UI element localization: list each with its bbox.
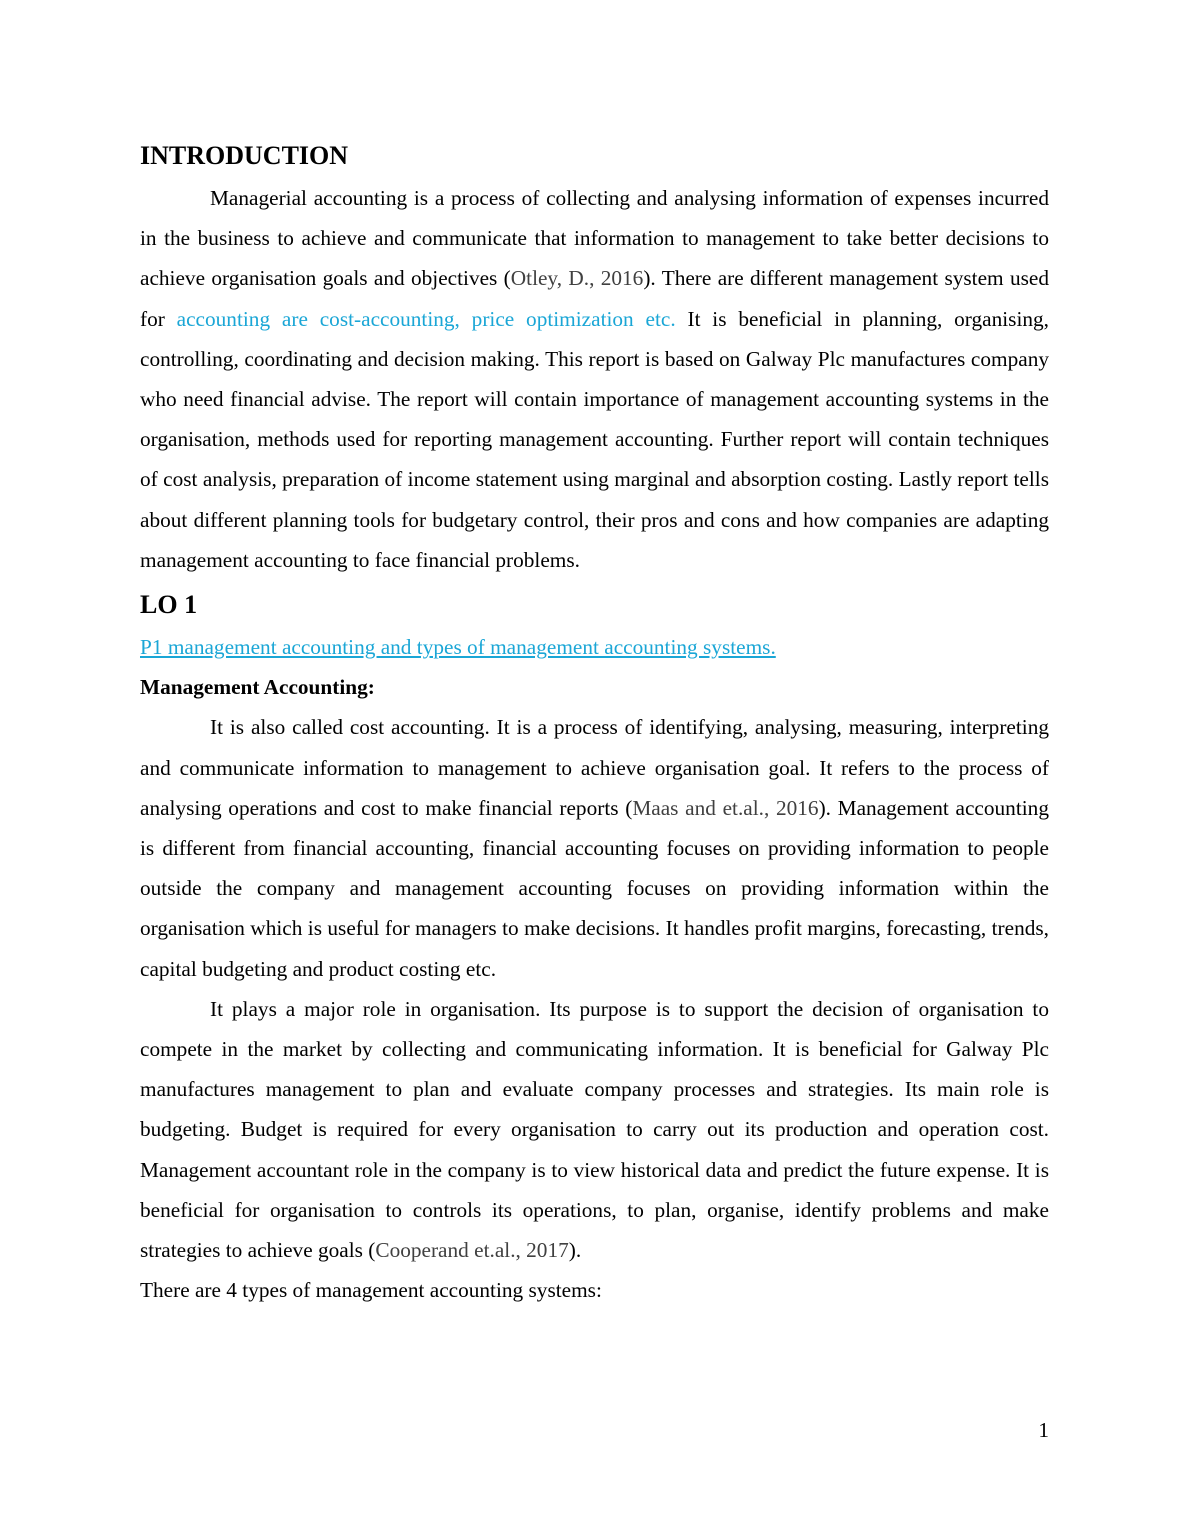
intro-citation: Otley, D., 2016 [510,266,644,291]
ma-text-1: It is also called cost accounting. It is a process of identifying, analysing, measuring, interpreting and communicate information to management to achieve organisation goal. It refers to the process of analysing operations and cost to make financial reports ( [140,715,1049,820]
role-paragraph [140,989,1049,1270]
page-number: 1 [1038,1418,1049,1442]
types-intro-line: There are 4 types of management accounting systems: [140,1278,602,1303]
intro-text-2: ). There are different management system used for [140,266,1049,331]
management-accounting-paragraph [140,707,1049,988]
ma-citation: Maas and et.al., 2016 [632,795,819,820]
lo1-heading: LO 1 [140,590,198,620]
ma-text-2: ). Management accounting is different from financial accounting, financial accounting focuses on providing information to people outside the company and management accounting focuses on providing information within the organisation which is useful for managers to make decisions. It handles profit margins, forecasting, trends, capital budgeting and product costing etc. [140,795,1049,981]
role-citation: Cooperand et.al., 2017 [375,1238,569,1263]
intro-text-1: Managerial accounting is a process of collecting and analysing information of expenses incurred in the business to achieve and communicate that information to management to take better decisions to achieve organisation goals and objectives ( [140,186,1049,291]
introduction-heading: INTRODUCTION [140,141,349,170]
introduction-paragraph [140,178,1049,580]
management-accounting-subheading: Management Accounting: [140,675,375,700]
p1-link[interactable]: P1 management accounting and types of management accounting systems. [140,635,776,660]
intro-highlight: accounting are cost-accounting, price optimization etc. [176,306,676,331]
role-text-2: ). [568,1238,582,1263]
intro-text-3: It is beneficial in planning, organising, controlling, coordinating and decision making. This report is based on Galway Plc manufactures company who need financial advise. The report will contain importance of management accounting systems in the organisation, methods used for reporting management accounting. Further report will contain techniques of cost analysis, preparation of income statement using marginal and absorption costing. Lastly report tells about different planning tools for budgetary control, their pros and cons and how companies are adapting management accounting to face financial problems. [140,306,1049,572]
role-text-1: It plays a major role in organisation. Its purpose is to support the decision of organisation to compete in the market by collecting and communicating information. It is beneficial for Galway Plc manufactures management to plan and evaluate company processes and strategies. Its main role is budgeting. Budget is required for every organisation to carry out its production and operation cost. Management accountant role in the company is to view historical data and predict the future expense. It is beneficial for organisation to controls its operations, to plan, organise, identify problems and make strategies to achieve goals ( [140,996,1049,1263]
document-page [140,138,1049,1310]
